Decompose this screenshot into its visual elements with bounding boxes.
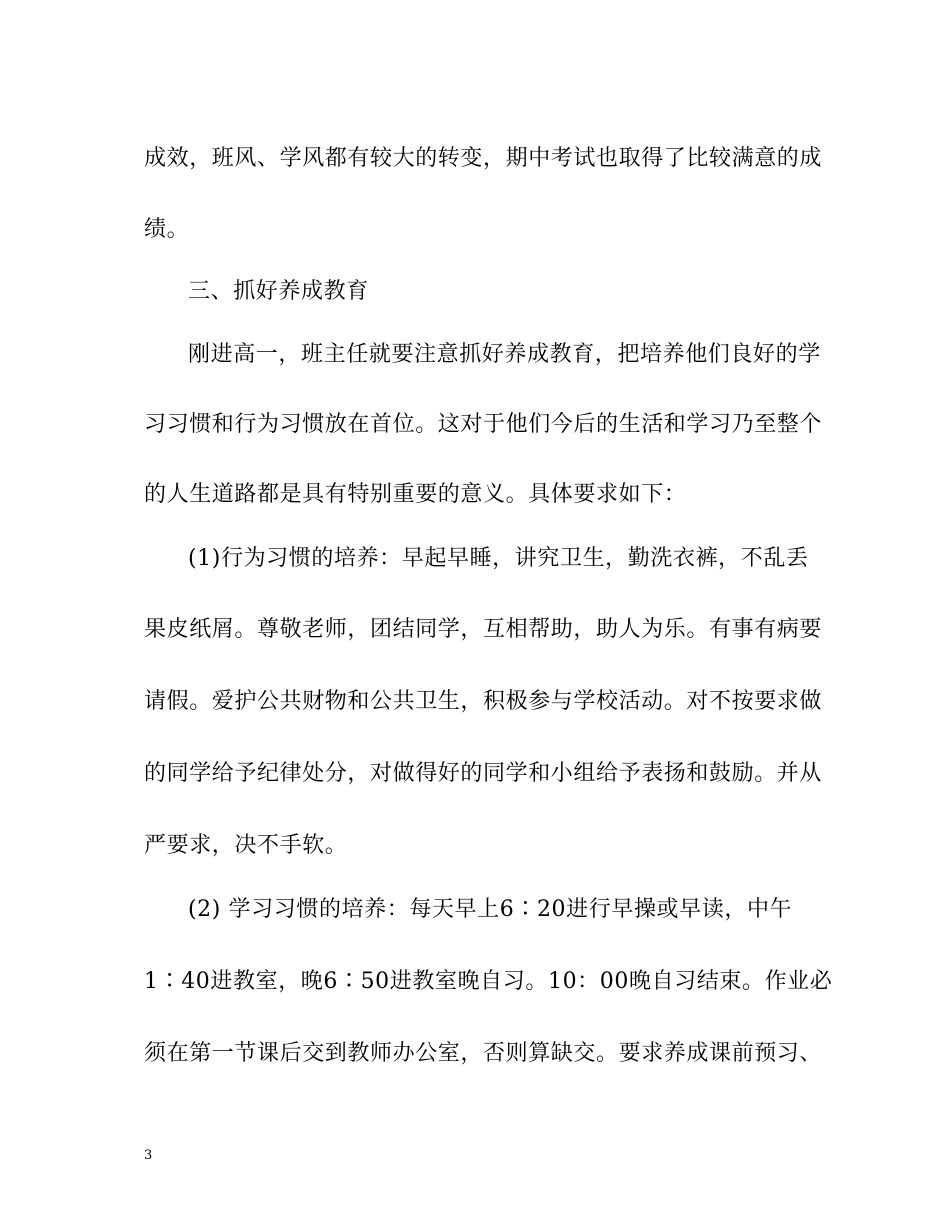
section-heading: 三、抓好养成教育 <box>188 279 369 304</box>
body-text-line: 须在第一节课后交到教师办公室，否则算缺交。要求养成课前预习、 <box>144 1041 823 1066</box>
body-text-line: 绩。 <box>144 217 190 242</box>
body-text-line: 刚进高一，班主任就要注意抓好养成教育，把培养他们良好的学 <box>188 342 821 367</box>
body-text-line: (1)行为习惯的培养：早起早睡，讲究卫生，勤洗衣裤，不乱丢 <box>188 546 809 571</box>
body-text-line: 的同学给予纪律处分，对做得好的同学和小组给予表扬和鼓励。并从 <box>144 761 823 786</box>
body-text-line: 严要求，决不手软。 <box>144 833 348 858</box>
body-text-line: 的人生道路都是具有特别重要的意义。具体要求如下： <box>144 482 687 507</box>
body-text-line: 果皮纸屑。尊敬老师，团结同学，互相帮助，助人为乐。有事有病要 <box>144 617 823 642</box>
page-number: 3 <box>144 1148 153 1163</box>
body-text-line: 1∶40进教室，晚6∶50进教室晚自习。10：00晚自习结束。作业必 <box>144 969 833 994</box>
body-text-line: (2) 学习习惯的培养：每天早上6∶20进行早操或早读，中午 <box>188 897 793 922</box>
body-text-line: 成效，班风、学风都有较大的转变，期中考试也取得了比较满意的成 <box>144 146 823 171</box>
body-text-line: 习习惯和行为习惯放在首位。这对于他们今后的生活和学习乃至整个 <box>144 412 823 437</box>
body-text-line: 请假。爱护公共财物和公共卫生，积极参与学校活动。对不按要求做 <box>144 689 823 714</box>
